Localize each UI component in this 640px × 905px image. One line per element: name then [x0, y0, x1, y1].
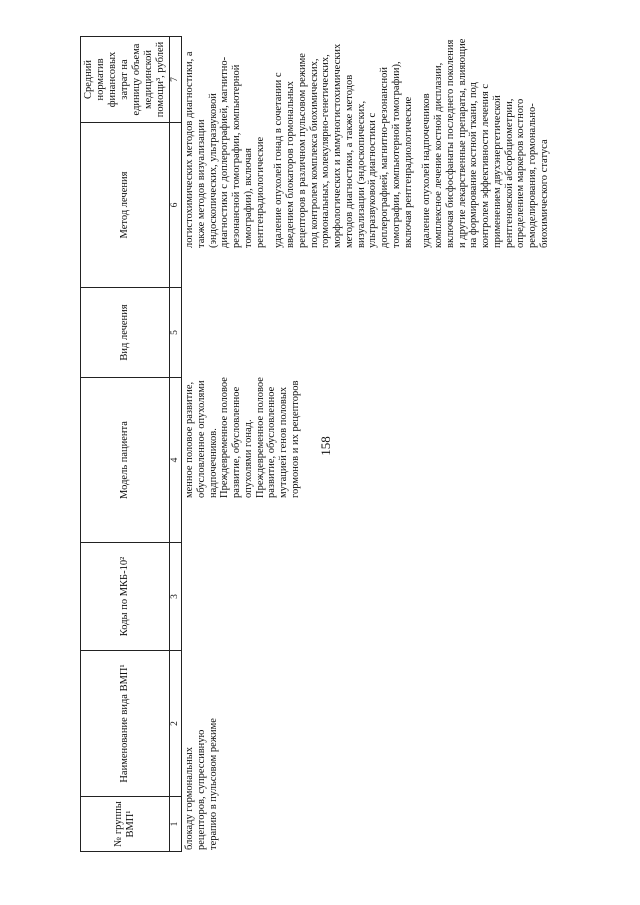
column-number: 1 — [170, 797, 182, 852]
treatment-method-item: удаление опухолей гонад в сочетании с введением блокаторов гормональных рецепторов в различном пульсовом режиме под контролем комплекса биохимических, гормональных, молекулярно-генетических, морфологических и иммуногистохимических методов диагностики, а также методов визуализации (эндоскопических, ультразвуковой диагностики с доплерографией, магнитно-резонансной томографии, компьютерной томографии), включая рентгенрадиологические — [273, 43, 414, 248]
patient-model-cell: менное половое развитие, обусловленное опухолями надпочечников. Преждевременное половое развитие, обусловленное опухолями гонад. Преждевременное половое развитие, обусловленное мутацией генов половых гормонов и их рецепторов — [184, 377, 301, 498]
treatment-method-item: удаление опухолей надпочечников — [421, 93, 433, 248]
header-vmp-name: Наименование вида ВМП¹ — [81, 651, 170, 797]
vmp-table — [80, 36, 182, 852]
header-icd-codes: Коды по МКБ-10² — [81, 543, 170, 651]
treatment-method-item: комплексное лечение костной дисплазии, включая бисфосфанаты последнего поколения и другие лекарственные препараты, влияющие на формирование костной ткани, под контролем эффективности лечения с применением двухэнергетической рентгеновской абсорбциометрии, определением маркеров костного ремоделирования, гормонально-биохимического статуса — [433, 38, 550, 248]
header-treatment-type: Вид лечения — [81, 288, 170, 378]
table-row — [180, 37, 566, 852]
column-number: 6 — [170, 123, 182, 288]
treatment-method-item: логистохимических методов диагностики, а также методов визуализации (эндоскопических, ультразвуковой диагностики с доплерографией, магнитно-резонансной томографии, компьютерной томографии), включая рентгенрадиологические — [184, 51, 266, 248]
column-number: 4 — [170, 378, 182, 543]
rotated-table-container — [80, 37, 566, 852]
header-cost-norm: Средний норматив финансовых затрат на единицу объема медицинской помощи³, рублей — [81, 37, 170, 123]
column-number: 3 — [170, 543, 182, 651]
header-row — [81, 37, 170, 852]
column-number: 2 — [170, 651, 182, 797]
page-number: 158 — [318, 436, 333, 456]
header-treatment-method: Метод лечения — [81, 123, 170, 288]
vmp-name-cell: блокаду гормональных рецепторов, супрессивную терапию в пульсовом режиме — [184, 718, 219, 850]
header-patient-model: Модель пациента — [81, 378, 170, 543]
column-number: 7 — [170, 37, 182, 123]
treatment-method-cell — [184, 38, 558, 248]
header-group-number: № группы ВМП¹ — [81, 797, 170, 852]
column-number: 5 — [170, 288, 182, 378]
